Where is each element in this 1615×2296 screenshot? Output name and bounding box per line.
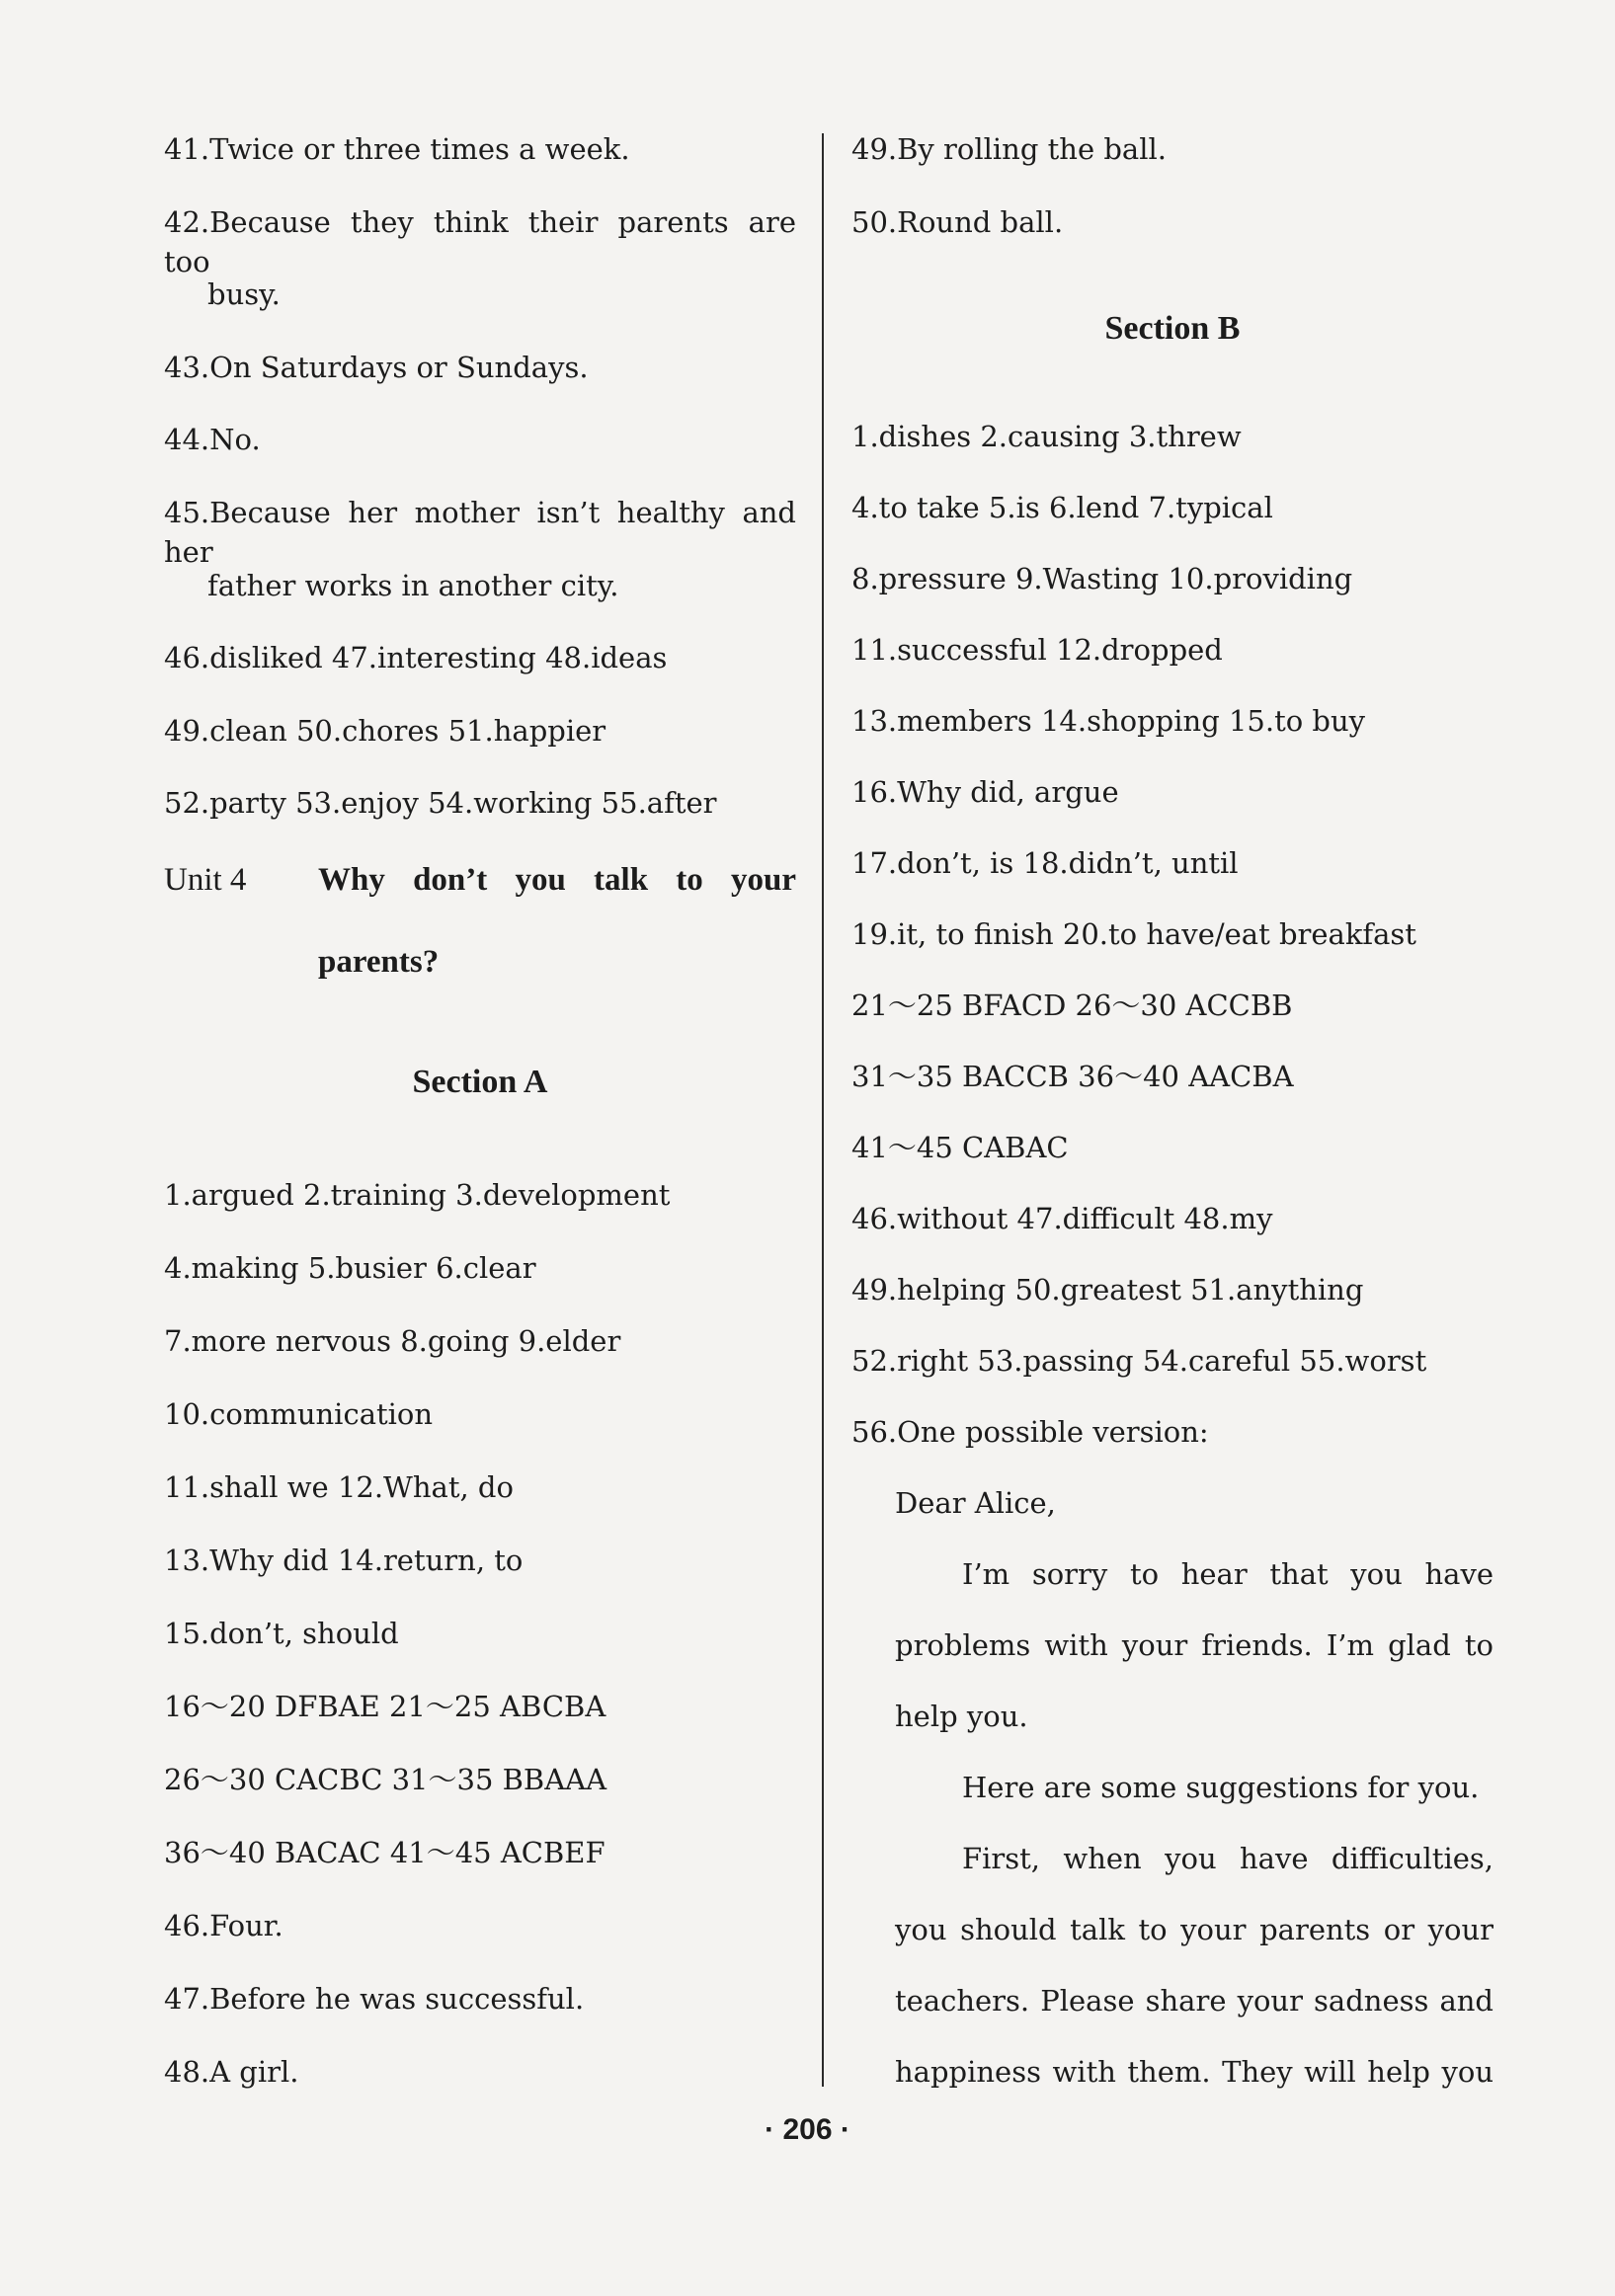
answer-line: 44.No. (164, 423, 261, 456)
unit-title (164, 858, 796, 902)
letter-greeting: Dear Alice, (895, 1486, 1056, 1520)
answer-line: 48.A girl. (164, 2055, 299, 2089)
answer-line: 43.On Saturdays or Sundays. (164, 351, 589, 384)
answer-line: 50.Round ball. (851, 205, 1064, 239)
answer-line: 15.don’t, should (164, 1617, 399, 1650)
answer-line: 16.Why did, argue (851, 775, 1119, 809)
answer-line: father works in another city. (207, 569, 619, 602)
letter-line: First, when you have difficulties, (962, 1842, 1494, 1875)
column-divider (822, 133, 824, 2087)
section-b-heading: Section B (1104, 310, 1241, 347)
section-a-heading: Section A (412, 1064, 548, 1100)
answer-line: 46.Four. (164, 1909, 283, 1942)
page-number: · 206 · (765, 2113, 850, 2146)
answer-line: busy. (207, 277, 281, 311)
answer-line: 31～35 BACCB 36～40 AACBA (851, 1060, 1294, 1093)
answer-line: 49.helping 50.greatest 51.anything (851, 1273, 1364, 1306)
unit-title-line1: Why don’t you talk to your (318, 862, 796, 898)
answer-line: 26～30 CACBC 31～35 BBAAA (164, 1763, 607, 1796)
answer-line: 13.members 14.shopping 15.to buy (851, 704, 1366, 738)
letter-line: happiness with them. They will help you (895, 2055, 1494, 2089)
answer-line: 41.Twice or three times a week. (164, 132, 630, 166)
answer-line: 17.don’t, is 18.didn’t, until (851, 846, 1239, 880)
answer-line: 45.Because her mother isn’t healthy and her (164, 496, 796, 569)
letter-line: problems with your friends. I’m glad to (895, 1628, 1494, 1662)
right-column (851, 0, 1494, 2296)
answer-line: 13.Why did 14.return, to (164, 1544, 524, 1577)
answer-line: 41～45 CABAC (851, 1131, 1069, 1164)
answer-line: 16～20 DFBAE 21～25 ABCBA (164, 1690, 606, 1723)
answer-line: 46.disliked 47.interesting 48.ideas (164, 641, 668, 674)
answer-line: 1.dishes 2.causing 3.threw (851, 420, 1242, 453)
answer-line: 10.communication (164, 1397, 434, 1431)
answer-line: 46.without 47.difficult 48.my (851, 1202, 1273, 1235)
answer-line: 47.Before he was successful. (164, 1982, 585, 2016)
letter-line: you should talk to your parents or your (895, 1913, 1494, 1946)
answer-line: 36～40 BACAC 41～45 ACBEF (164, 1836, 606, 1869)
left-column (164, 0, 796, 2296)
answer-line: 4.to take 5.is 6.lend 7.typical (851, 491, 1273, 524)
answer-line: 11.shall we 12.What, do (164, 1470, 514, 1504)
answer-line: 52.right 53.passing 54.careful 55.worst (851, 1344, 1427, 1378)
answer-line: 4.making 5.busier 6.clear (164, 1251, 536, 1285)
answer-line: 8.pressure 9.Wasting 10.providing (851, 562, 1353, 595)
answer-line: 21～25 BFACD 26～30 ACCBB (851, 989, 1293, 1022)
answer-line: 49.clean 50.chores 51.happier (164, 714, 606, 748)
letter-line: help you. (895, 1700, 1028, 1733)
answer-line: 52.party 53.enjoy 54.working 55.after (164, 786, 717, 820)
letter-line: teachers. Please share your sadness and (895, 1984, 1494, 2018)
answer-line: 56.One possible version: (851, 1415, 1209, 1449)
answer-line: 1.argued 2.training 3.development (164, 1178, 671, 1212)
unit-number: Unit 4 (164, 862, 247, 898)
letter-line: I’m sorry to hear that you have (962, 1557, 1494, 1591)
answer-line: 19.it, to finish 20.to have/eat breakfast (851, 917, 1416, 951)
answer-line: 11.successful 12.dropped (851, 633, 1223, 667)
answer-line: 7.more nervous 8.going 9.elder (164, 1324, 621, 1358)
unit-title-line2: parents? (318, 944, 440, 980)
answer-line: 49.By rolling the ball. (851, 132, 1167, 166)
answer-line: 42.Because they think their parents are too (164, 205, 796, 278)
letter-line: Here are some suggestions for you. (962, 1771, 1480, 1804)
